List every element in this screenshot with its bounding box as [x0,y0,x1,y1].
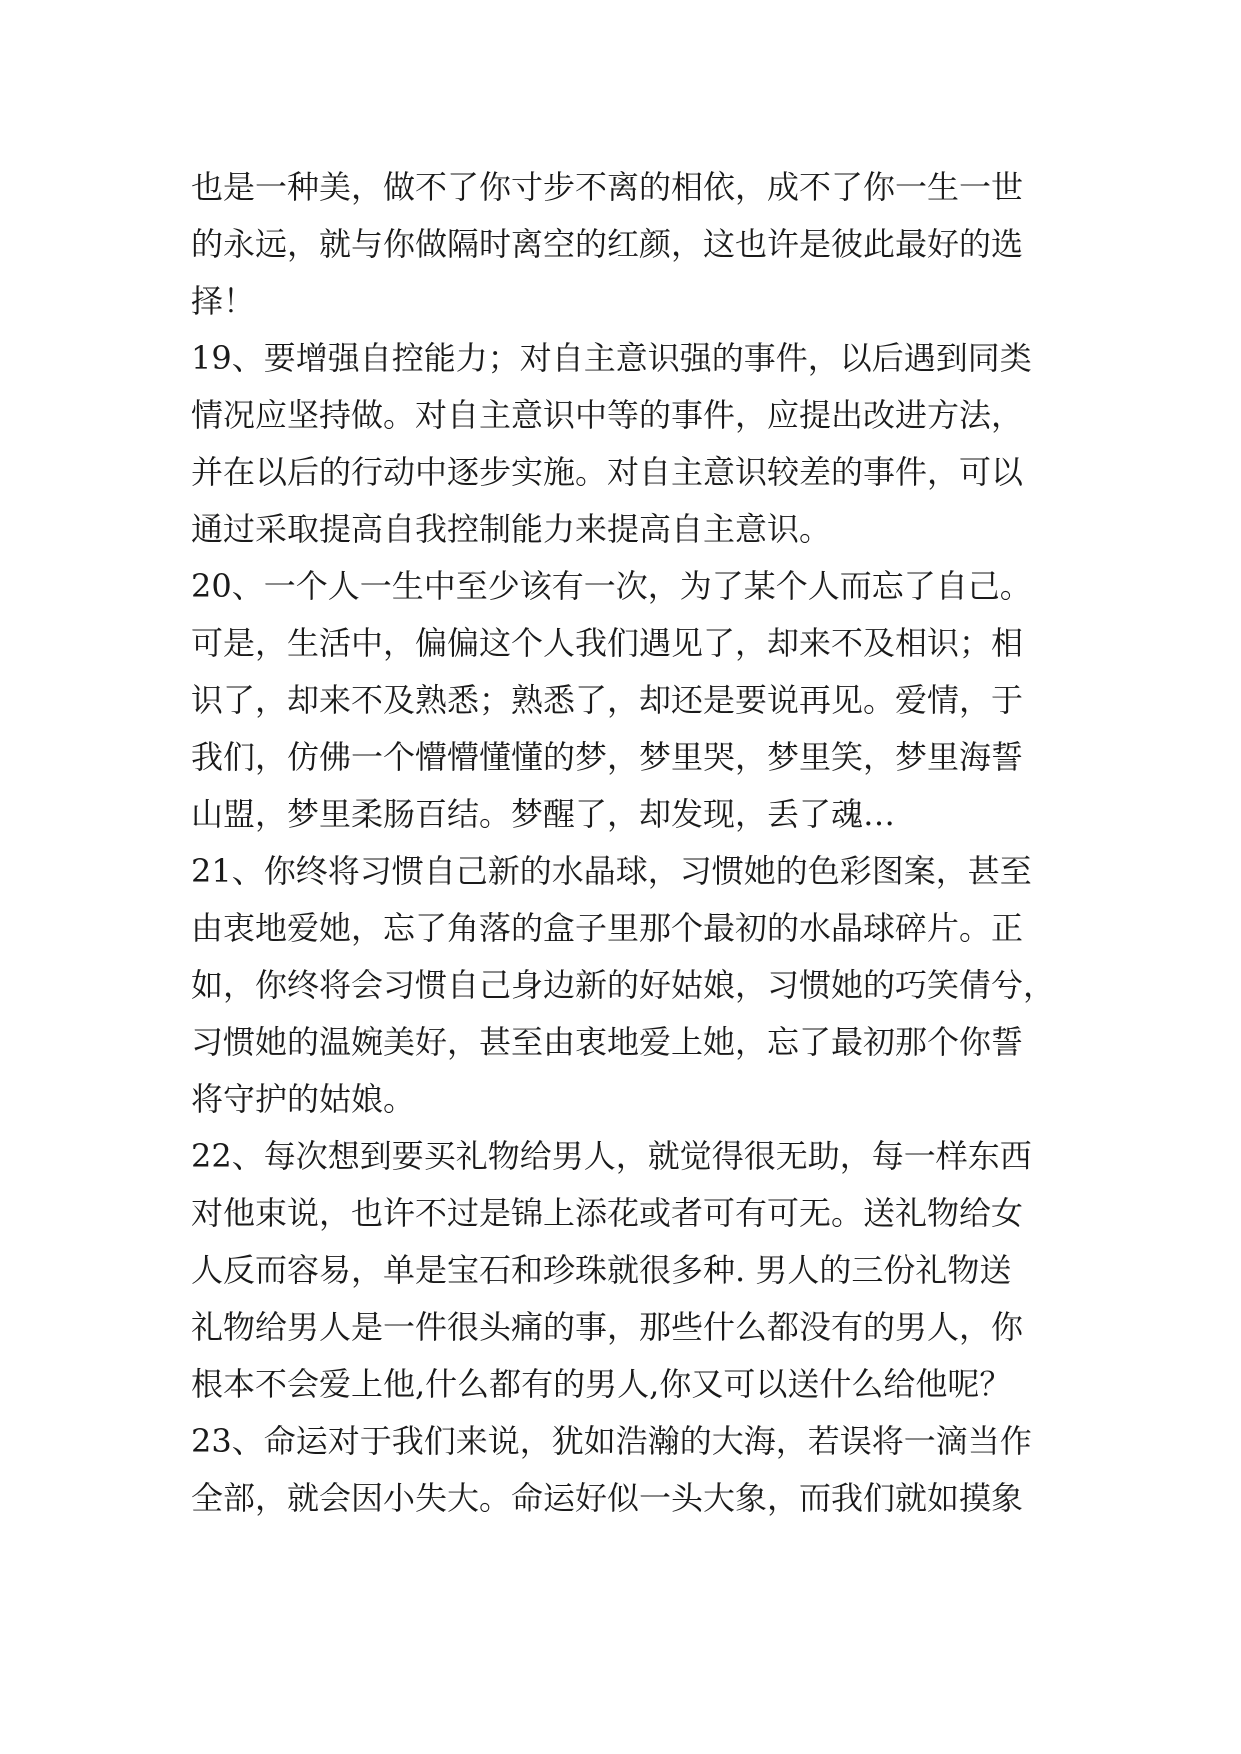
text-line: 21、你终将习惯自己新的水晶球，习惯她的色彩图案，甚至 [191,852,1032,890]
text-line: 情况应坚持做。对自主意识中等的事件，应提出改进方法， [191,396,1024,434]
text-line: 礼物给男人是一件很头痛的事，那些什么都没有的男人，你 [191,1308,1024,1346]
text-line: 22、每次想到要买礼物给男人，就觉得很无助，每一样东西 [191,1137,1032,1175]
text-line: 全部，就会因小失大。命运好似一头大象，而我们就如摸象 [191,1479,1024,1517]
text-line: 如，你终将会习惯自己身边新的好姑娘，习惯她的巧笑倩兮， [191,966,1056,1004]
text-line: 我们，仿佛一个懵懵懂懂的梦，梦里哭，梦里笑，梦里海誓 [191,738,1024,776]
text-line: 识了，却来不及熟悉；熟悉了，却还是要说再见。爱情，于 [191,681,1024,719]
text-line: 山盟，梦里柔肠百结。梦醒了，却发现，丢了魂… [191,795,896,833]
text-line: 23、命运对于我们来说，犹如浩瀚的大海，若误将一滴当作 [191,1422,1032,1460]
text-line: 的永远，就与你做隔时离空的红颜，这也许是彼此最好的选 [191,225,1024,263]
text-line: 择！ [191,282,256,320]
text-line: 根本不会爱上他,什么都有的男人,你又可以送什么给他呢？ [191,1365,1012,1403]
text-line: 并在以后的行动中逐步实施。对自主意识较差的事件，可以 [191,453,1024,491]
text-line: 通过采取提高自我控制能力来提高自主意识。 [191,510,832,548]
text-line: 由衷地爱她，忘了角落的盒子里那个最初的水晶球碎片。正 [191,909,1024,947]
text-line: 对他束说，也许不过是锦上添花或者可有可无。送礼物给女 [191,1194,1024,1232]
text-line: 习惯她的温婉美好，甚至由衷地爱上她，忘了最初那个你誓 [191,1023,1024,1061]
text-line: 也是一种美，做不了你寸步不离的相依，成不了你一生一世 [191,168,1024,206]
text-line: 人反而容易，单是宝石和珍珠就很多种. 男人的三份礼物送 [191,1251,1012,1289]
text-line: 19、要增强自控能力；对自主意识强的事件，以后遇到同类 [191,339,1032,377]
text-line: 可是，生活中，偏偏这个人我们遇见了，却来不及相识；相 [191,624,1024,662]
text-line: 将守护的姑娘。 [191,1080,416,1118]
text-line: 20、一个人一生中至少该有一次，为了某个人而忘了自己。 [191,567,1032,605]
